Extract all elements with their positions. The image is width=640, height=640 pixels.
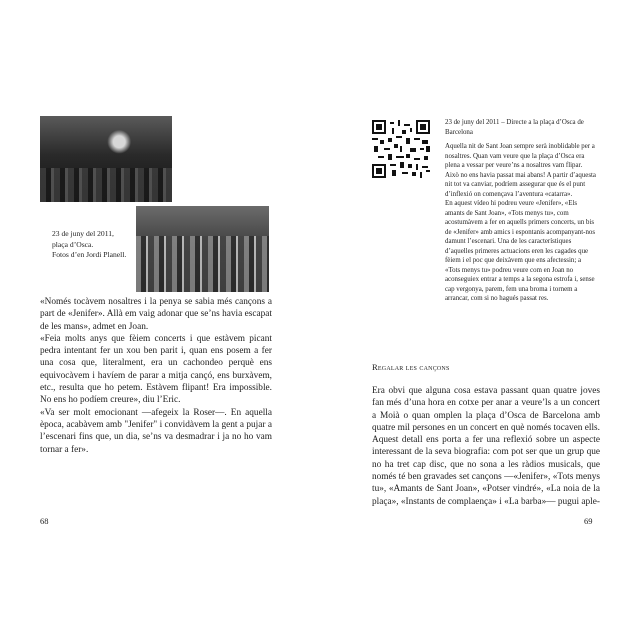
paragraph: «Només tocàvem nosaltres i la penya se sabia més cançons a part de «Jenifer». Allà em vaig adonar que se’ns havia escapat de les mans», admet en Joan. xyxy=(40,297,272,332)
page-number-left: 68 xyxy=(40,516,49,526)
paragraph: «Va ser molt emocionant —afegeix la Roser—. En aquella època, acabàvem amb "Jenifer" i convidàvem la gent a pujar a l’escenari fins que, un dia, se’ns va desmadrar i ja no ho vam tornar a fer». xyxy=(40,407,272,455)
qr-code-icon[interactable] xyxy=(372,120,430,178)
caption-line: Fotos d’en Jordi Planell. xyxy=(52,250,127,259)
left-body-text xyxy=(40,296,272,456)
caption-line: plaça d’Osca. xyxy=(52,239,94,249)
page-number-right: 69 xyxy=(584,516,593,526)
paragraph: Era obvi que alguna cosa estava passant quan quatre joves fan més d’una hora en cotxe per anar a veure’ls a un concert a Moià o quan omplen la plaça d’Osca de Barcelona amb quatre mil persones en un concert en què només tocaven ells. Aquest detall ens porta a fer una reflexió sobre un aspecte interessant de la seva biografia: com pot ser que un grup que no ha tret cap disc, que no sona a les ràdios musicals, que només té ben gravades set cançons —«Jenifer», «Tots menys tu», «Amants de Sant Joan», «Potser vindré», «La noia de la plaça», «Instants de complaença» i «La barba»— pugui aple- xyxy=(372,386,600,507)
paragraph: «Feia molts anys que fèiem concerts i que estàvem picant pedra intentant fer un xou ben parit i, quan ens posem a fer una cosa que, literalment, era un cachondeo perquè ens equivocàvem i havíem de parar a mitja cançó, ens burxàvem, etc., resulta que ho petem. Estàvem flipant! Era impossible. No ens ho podíem creure», diu l’Eric. xyxy=(40,333,272,406)
sidebar-paragraph: En aquest vídeo hi podreu veure «Jenifer», «Els amants de Sant Joan», «Tots menys tu», com acostumàvem a fer en aquells primers concerts, un bis de «Jenifer» amb amics i espontanis acompanyant-nos damunt l’escenari. Una de les característiques d’aquelles primeres actuacions eren les cagades que fèiem i el poc que deixàvem que ens afectessin; a «Tots menys tu» podreu veure com en Joan no aconseguiex entrar a temps a la segona estrofa i, sense cap vergonya, parem, fem una broma i tornem a arrancar, com si no hagués passat res. xyxy=(445,200,596,302)
photo-caption xyxy=(52,229,142,261)
qr-caption: 23 de juny del 2011 – Directe a la plaça d’Osca de Barcelona xyxy=(445,119,584,136)
sidebar-paragraph: Aquella nit de Sant Joan sempre serà inoblidable per a nosaltres. Quan vam veure que la plaça d’Osca era plena a vessar per veure’ns a nosaltres vam flipar. Això no ens havia passat mai abans! A partir d’aquesta nit tot va canviar, podríem assegurar que és el punt d’inflexió on començava l’aventura «catarra». xyxy=(445,143,596,198)
concert-photo-crowd xyxy=(136,206,269,292)
caption-line: 23 de juny del 2011, xyxy=(52,229,114,238)
right-page xyxy=(320,0,640,640)
right-body-text xyxy=(372,385,600,508)
concert-photo-stage xyxy=(40,116,172,202)
qr-sidebar xyxy=(445,118,597,304)
section-heading: Regalar les cançons xyxy=(372,362,450,372)
